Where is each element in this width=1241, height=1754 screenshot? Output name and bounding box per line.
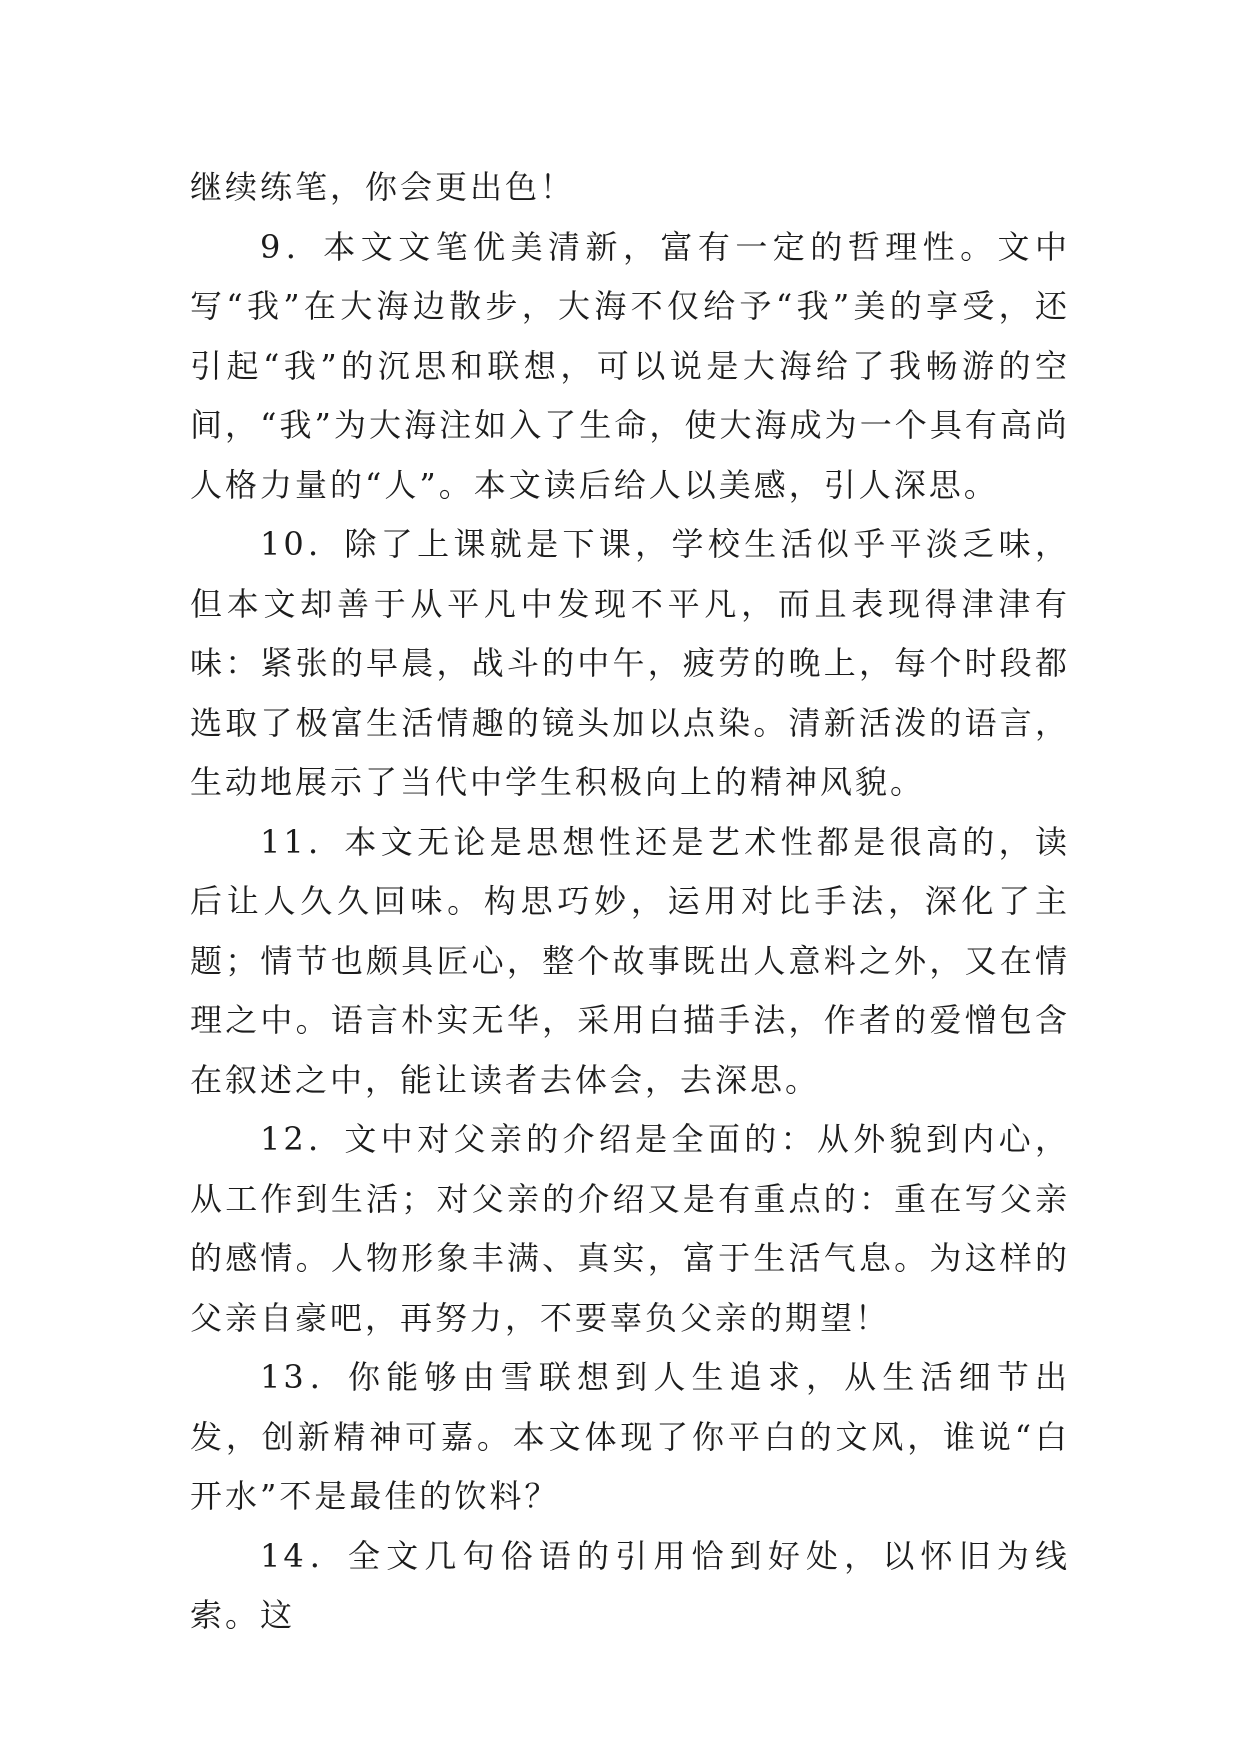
- paragraph-comment-10: 10．除了上课就是下课，学校生活似乎平淡乏味，但本文却善于从平凡中发现不平凡，而且表现得津津有味：紧张的早晨，战斗的中午，疲劳的晚上，每个时段都选取了极富生活情趣的镜头加以点染。清新活泼的语言，生动地展示了当代中学生积极向上的精神风貌。: [190, 525, 1070, 801]
- paragraph-comment-13: 13．你能够由雪联想到人生追求，从生活细节出发，创新精神可嘉。本文体现了你平白的文风，谁说“白开水”不是最佳的饮料？: [190, 1358, 1070, 1515]
- paragraph-comment-11: 11．本文无论是思想性还是艺术性都是很高的，读后让人久久回味。构思巧妙，运用对比手法，深化了主题；情节也颇具匠心，整个故事既出人意料之外，又在情理之中。语言朴实无华，采用白描手法，作者的爱憎包含在叙述之中，能让读者去体会，去深思。: [190, 822, 1070, 1099]
- paragraph-comment-12: 12．文中对父亲的介绍是全面的：从外貌到内心，从工作到生活；对父亲的介绍又是有重点的：重在写父亲的感情。人物形象丰满、真实，富于生活气息。为这样的父亲自豪吧，再努力，不要辜负父亲的期望！: [190, 1120, 1070, 1337]
- paragraph-continuation: 继续练笔，你会更出色！: [190, 168, 576, 206]
- paragraph-comment-9: 9．本文文笔优美清新，富有一定的哲理性。文中写“我”在大海边散步，大海不仅给予“我”美的享受，还引起“我”的沉思和联想，可以说是大海给了我畅游的空间，“我”为大海注如入了生命，使大海成为一个具有高尚人格力量的“人”。本文读后给人以美感，引人深思。: [190, 227, 1070, 504]
- paragraph-comment-14: 14．全文几句俗语的引用恰到好处，以怀旧为线索。这: [190, 1536, 1070, 1634]
- document-body: [190, 158, 1070, 1646]
